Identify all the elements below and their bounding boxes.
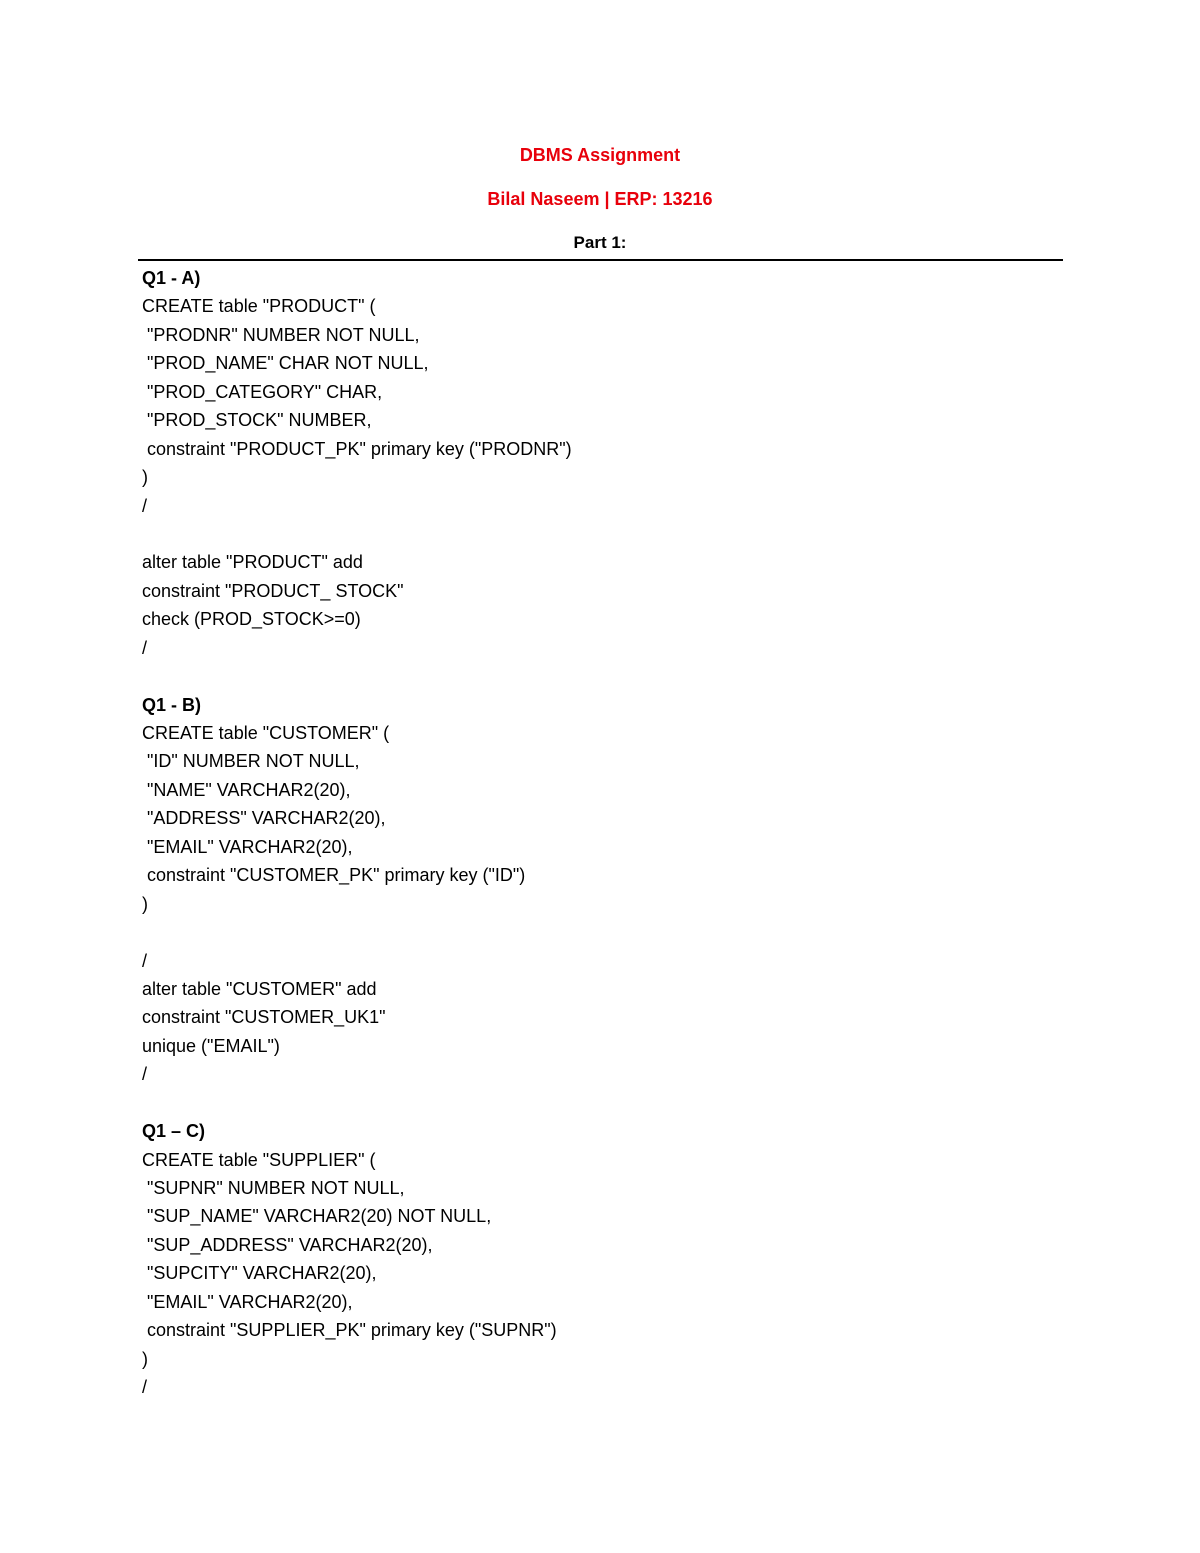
code-line: "PRODNR" NUMBER NOT NULL, xyxy=(142,324,420,345)
question-heading: Q1 - B) xyxy=(142,694,202,715)
code-line: constraint "PRODUCT_PK" primary key ("PRODNR") xyxy=(142,438,572,459)
code-line: alter table "CUSTOMER" add xyxy=(142,978,377,999)
code-line: "NAME" VARCHAR2(20), xyxy=(142,779,351,800)
part-label: Part 1: xyxy=(573,233,627,252)
code-line: alter table "PRODUCT" add xyxy=(142,552,363,573)
code-line: / xyxy=(142,1377,148,1398)
code-line: CREATE table "SUPPLIER" ( xyxy=(142,1149,376,1170)
code-line: constraint "PRODUCT_ STOCK" xyxy=(142,580,404,601)
code-line: check (PROD_STOCK>=0) xyxy=(142,609,361,630)
blank-line xyxy=(142,918,1062,946)
code-line: CREATE table "PRODUCT" ( xyxy=(142,296,376,317)
blank-line xyxy=(142,1089,1062,1117)
code-line: "EMAIL" VARCHAR2(20), xyxy=(142,1291,353,1312)
code-line: constraint "SUPPLIER_PK" primary key ("SUPNR") xyxy=(142,1320,557,1341)
document-body xyxy=(142,264,1062,1402)
code-line: "SUP_ADDRESS" VARCHAR2(20), xyxy=(142,1234,433,1255)
code-line: ) xyxy=(142,1348,148,1369)
code-line: "SUPNR" NUMBER NOT NULL, xyxy=(142,1178,405,1198)
code-line: "SUP_NAME" VARCHAR2(20) NOT NULL, xyxy=(142,1206,492,1227)
section-divider xyxy=(138,259,1063,261)
author-line: Bilal Naseem | ERP: 13216 xyxy=(487,189,713,209)
code-line: / xyxy=(142,495,148,516)
question-heading: Q1 - A) xyxy=(142,268,201,288)
blank-line xyxy=(142,662,1062,690)
code-line: / xyxy=(142,637,148,658)
code-line: "SUPCITY" VARCHAR2(20), xyxy=(142,1263,377,1284)
code-line: "ID" NUMBER NOT NULL, xyxy=(142,751,360,772)
code-line: ) xyxy=(142,893,148,914)
code-line: ) xyxy=(142,467,148,488)
code-line: constraint "CUSTOMER_PK" primary key ("ID") xyxy=(142,865,526,886)
document-title: DBMS Assignment xyxy=(519,145,681,165)
code-line: / xyxy=(142,950,148,971)
code-line: "ADDRESS" VARCHAR2(20), xyxy=(142,808,386,829)
code-line: / xyxy=(142,1064,148,1085)
code-line: CREATE table "CUSTOMER" ( xyxy=(142,723,390,743)
code-line: "PROD_STOCK" NUMBER, xyxy=(142,410,372,431)
blank-line xyxy=(142,520,1062,548)
code-line: "PROD_NAME" CHAR NOT NULL, xyxy=(142,353,429,374)
code-line: constraint "CUSTOMER_UK1" xyxy=(142,1007,386,1028)
code-line: unique ("EMAIL") xyxy=(142,1035,280,1056)
question-heading: Q1 – C) xyxy=(142,1121,206,1142)
code-line: "PROD_CATEGORY" CHAR, xyxy=(142,381,383,402)
code-line: "EMAIL" VARCHAR2(20), xyxy=(142,836,353,857)
